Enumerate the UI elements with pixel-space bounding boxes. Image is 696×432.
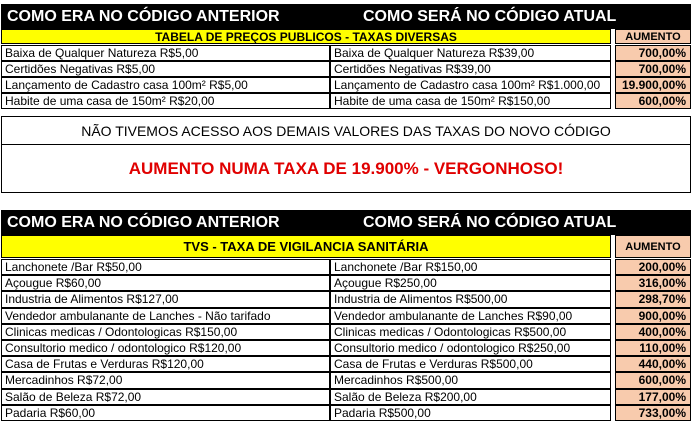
increase-cell: 700,00% — [615, 61, 691, 77]
new-value-cell: Padaria R$500,00 — [330, 405, 611, 421]
section-taxas-diversas — [1, 0, 691, 200]
header-left-label: COMO ERA NO CÓDIGO ANTERIOR — [7, 7, 280, 25]
increase-cell: 733,00% — [615, 405, 691, 421]
old-value-cell: Baixa de Qualquer Natureza R$5,00 — [1, 45, 330, 61]
table-title-row — [1, 29, 691, 44]
new-value-cell: Lanchonete /Bar R$150,00 — [330, 259, 611, 275]
table-row — [1, 93, 691, 109]
table-row — [1, 45, 691, 61]
old-value-cell: Clinicas medicas / Odontologicas R$150,00 — [1, 324, 330, 340]
increase-cell: 600,00% — [615, 93, 691, 109]
old-value-cell: Lanchonete /Bar R$50,00 — [1, 259, 330, 275]
table-row — [1, 405, 691, 421]
note-box — [1, 116, 691, 145]
section-tvs — [1, 210, 691, 432]
table-row — [1, 324, 691, 340]
increase-cell: 110,00% — [615, 340, 691, 356]
new-value-cell: Certidões Negativas R$39,00 — [330, 61, 611, 77]
table-row — [1, 356, 691, 372]
header-right-label: COMO SERÁ NO CÓDIGO ATUAL — [363, 213, 617, 231]
aumento-header: AUMENTO — [615, 235, 691, 258]
new-value-cell: Açougue R$250,00 — [330, 275, 611, 291]
old-value-cell: Padaria R$60,00 — [1, 405, 330, 421]
new-value-cell: Baixa de Qualquer Natureza R$39,00 — [330, 45, 611, 61]
new-value-cell: Casa de Frutas e Verduras R$500,00 — [330, 356, 611, 372]
increase-cell: 200,00% — [615, 259, 691, 275]
old-value-cell: Industria de Alimentos R$127,00 — [1, 291, 330, 307]
header-left-label: COMO ERA NO CÓDIGO ANTERIOR — [7, 213, 280, 231]
table-row — [1, 259, 691, 275]
increase-cell: 298,70% — [615, 291, 691, 307]
new-value-cell: Habite de uma casa de 150m² R$150,00 — [330, 93, 611, 109]
increase-cell: 600,00% — [615, 372, 691, 388]
table-row — [1, 61, 691, 77]
old-value-cell: Mercadinhos R$72,00 — [1, 372, 330, 388]
new-value-cell: Industria de Alimentos R$500,00 — [330, 291, 611, 307]
increase-cell: 19.900,00% — [615, 77, 691, 93]
new-value-cell: Salão de Beleza R$200,00 — [330, 389, 611, 405]
section-header — [1, 210, 691, 235]
increase-cell: 900,00% — [615, 308, 691, 324]
alert-text: AUMENTO NUMA TAXA DE 19.900% - VERGONHOSO! — [128, 158, 564, 178]
new-value-cell: Lançamento de Cadastro casa 100m² R$1.000,00 — [330, 77, 611, 93]
old-value-cell: Certidões Negativas R$5,00 — [1, 61, 330, 77]
increase-cell: 400,00% — [615, 324, 691, 340]
old-value-cell: Vendedor ambulanante de Lanches - Não tarifado — [1, 308, 330, 324]
alert-box — [1, 145, 691, 193]
table-title: TABELA DE PREÇOS PUBLICOS - TAXAS DIVERSAS — [1, 29, 611, 44]
old-value-cell: Salão de Beleza R$72,00 — [1, 389, 330, 405]
table-row — [1, 77, 691, 93]
table-row — [1, 372, 691, 388]
new-value-cell: Vendedor ambulanante de Lanches R$90,00 — [330, 308, 611, 324]
old-value-cell: Açougue R$60,00 — [1, 275, 330, 291]
old-value-cell: Lançamento de Cadastro casa 100m² R$5,00 — [1, 77, 330, 93]
table-title-row — [1, 235, 691, 258]
increase-cell: 440,00% — [615, 356, 691, 372]
table-title: TVS - TAXA DE VIGILANCIA SANITÁRIA — [1, 235, 611, 258]
aumento-header: AUMENTO — [615, 29, 691, 44]
old-value-cell: Casa de Frutas e Verduras R$120,00 — [1, 356, 330, 372]
table-row — [1, 275, 691, 291]
old-value-cell: Habite de uma casa de 150m² R$20,00 — [1, 93, 330, 109]
note-text: NÃO TIVEMOS ACESSO AOS DEMAIS VALORES DAS TAXAS DO NOVO CÓDIGO — [81, 122, 611, 139]
increase-cell: 316,00% — [615, 275, 691, 291]
table-row — [1, 291, 691, 307]
new-value-cell: Clinicas medicas / Odontologicas R$500,00 — [330, 324, 611, 340]
table-row — [1, 389, 691, 405]
section-header — [1, 4, 691, 29]
table-row — [1, 340, 691, 356]
increase-cell: 700,00% — [615, 45, 691, 61]
new-value-cell: Mercadinhos R$500,00 — [330, 372, 611, 388]
new-value-cell: Consultorio medico / odontologico R$250,00 — [330, 340, 611, 356]
header-right-label: COMO SERÁ NO CÓDIGO ATUAL — [363, 7, 617, 25]
increase-cell: 177,00% — [615, 389, 691, 405]
table-row — [1, 308, 691, 324]
old-value-cell: Consultorio medico / odontologico R$120,00 — [1, 340, 330, 356]
